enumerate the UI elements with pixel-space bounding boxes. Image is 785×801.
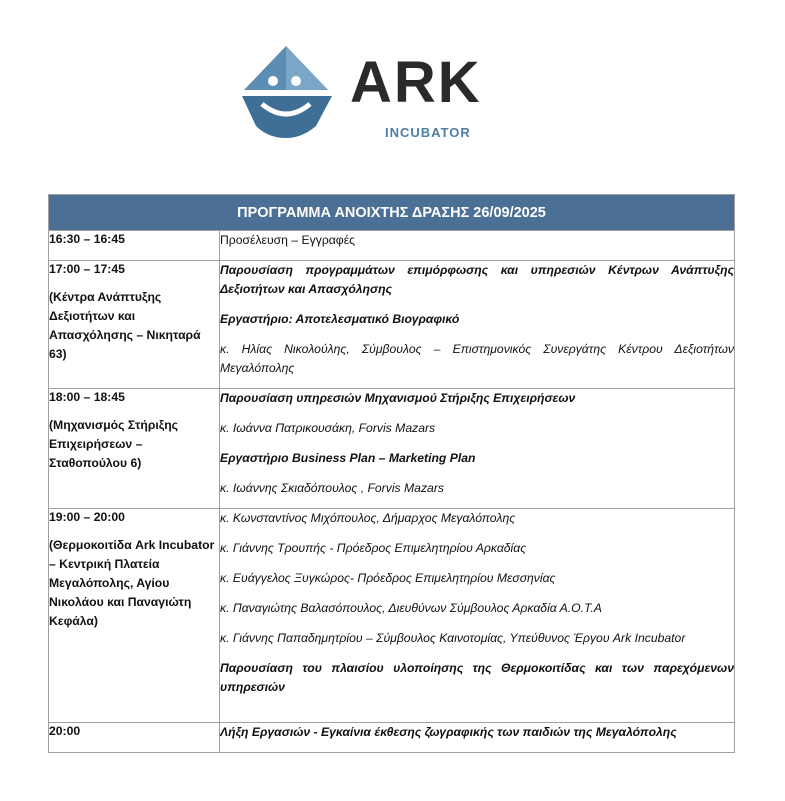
agenda-item: Παρουσίαση προγραμμάτων επιμόρφωσης και υπηρεσιών Κέντρων Ανάπτυξης Δεξιοτήτων και Απασχόλησης <box>220 263 735 296</box>
time-slot: 20:00 <box>49 724 81 738</box>
agenda-item: κ. Ιωάννα Πατρικουσάκη, Forvis Mazars <box>220 421 436 435</box>
content-cell <box>220 389 735 509</box>
schedule-row <box>49 231 735 261</box>
content-cell <box>220 723 735 753</box>
agenda-item: κ. Γιάννης Τρουπής - Πρόεδρος Επιμελητηρίου Αρκαδίας <box>220 541 527 555</box>
time-cell <box>49 389 220 509</box>
location-text: (Θερμοκοιτίδα Ark Incubator – Κεντρική Πλατεία Μεγαλόπολης, Αγίου Νικολάου και Παναγιώτη Κεφάλα) <box>49 538 215 628</box>
agenda-item: κ. Κωνσταντίνος Μιχόπουλος, Δήμαρχος Μεγαλόπολης <box>220 511 516 525</box>
content-cell <box>220 261 735 389</box>
time-cell <box>49 723 220 753</box>
agenda-item: Παρουσίαση υπηρεσιών Μηχανισμού Στήριξης Επιχειρήσεων <box>220 391 576 405</box>
time-cell <box>49 261 220 389</box>
logo-wordmark: ARK <box>350 50 482 115</box>
schedule-header: ΠΡΟΓΡΑΜΜΑ ΑΝΟΙΧΤΗΣ ΔΡΑΣΗΣ 26/09/2025 <box>49 195 735 231</box>
schedule-table <box>48 194 735 753</box>
agenda-item: κ. Ιωάννης Σκιαδόπουλος , Forvis Mazars <box>220 481 444 495</box>
time-slot: 18:00 – 18:45 <box>49 390 125 404</box>
schedule-row <box>49 389 735 509</box>
time-slot: 16:30 – 16:45 <box>49 232 125 246</box>
time-cell <box>49 231 220 261</box>
agenda-item: Εργαστήριο Business Plan – Marketing Plan <box>220 451 476 465</box>
agenda-item: Εργαστήριο: Αποτελεσματικό Βιογραφικό <box>220 312 460 326</box>
content-cell <box>220 509 735 723</box>
location-text: (Μηχανισμός Στήριξης Επιχειρήσεων – Σταθοπούλου 6) <box>49 418 178 470</box>
agenda-item: κ. Ευάγγελος Ξυγκώρος- Πρόεδρος Επιμελητηρίου Μεσσηνίας <box>220 571 556 585</box>
time-slot: 19:00 – 20:00 <box>49 510 125 524</box>
ark-logo-icon <box>240 44 340 140</box>
schedule-row <box>49 261 735 389</box>
ark-incubator-logo <box>240 44 520 144</box>
agenda-item: Παρουσίαση του πλαισίου υλοποίησης της Θερμοκοιτίδας και των παρεχόμενων υπηρεσιών <box>220 661 735 694</box>
agenda-item: Προσέλευση – Εγγραφές <box>220 233 356 247</box>
agenda-item: κ. Γιάννης Παπαδημητρίου – Σύμβουλος Καινοτομίας, Υπεύθυνος Έργου Ark Incubator <box>220 631 686 645</box>
time-slot: 17:00 – 17:45 <box>49 262 125 276</box>
schedule-row <box>49 723 735 753</box>
location-text: (Κέντρα Ανάπτυξης Δεξιοτήτων και Απασχόλησης – Νικηταρά 63) <box>49 290 201 361</box>
agenda-item: κ. Ηλίας Νικολούλης, Σύμβουλος – Επιστημονικός Συνεργάτης Κέντρου Δεξιοτήτων Μεγαλόπολης <box>220 342 735 375</box>
agenda-item: Λήξη Εργασιών - Εγκαίνια έκθεσης ζωγραφικής των παιδιών της Μεγαλόπολης <box>220 725 677 739</box>
content-cell <box>220 231 735 261</box>
time-cell <box>49 509 220 723</box>
schedule-row <box>49 509 735 723</box>
logo-subtitle: INCUBATOR <box>385 125 471 140</box>
agenda-item: κ. Παναγιώτης Βαλασόπουλος, Διευθύνων Σύμβουλος Αρκαδία Α.Ο.Τ.Α <box>220 601 602 615</box>
